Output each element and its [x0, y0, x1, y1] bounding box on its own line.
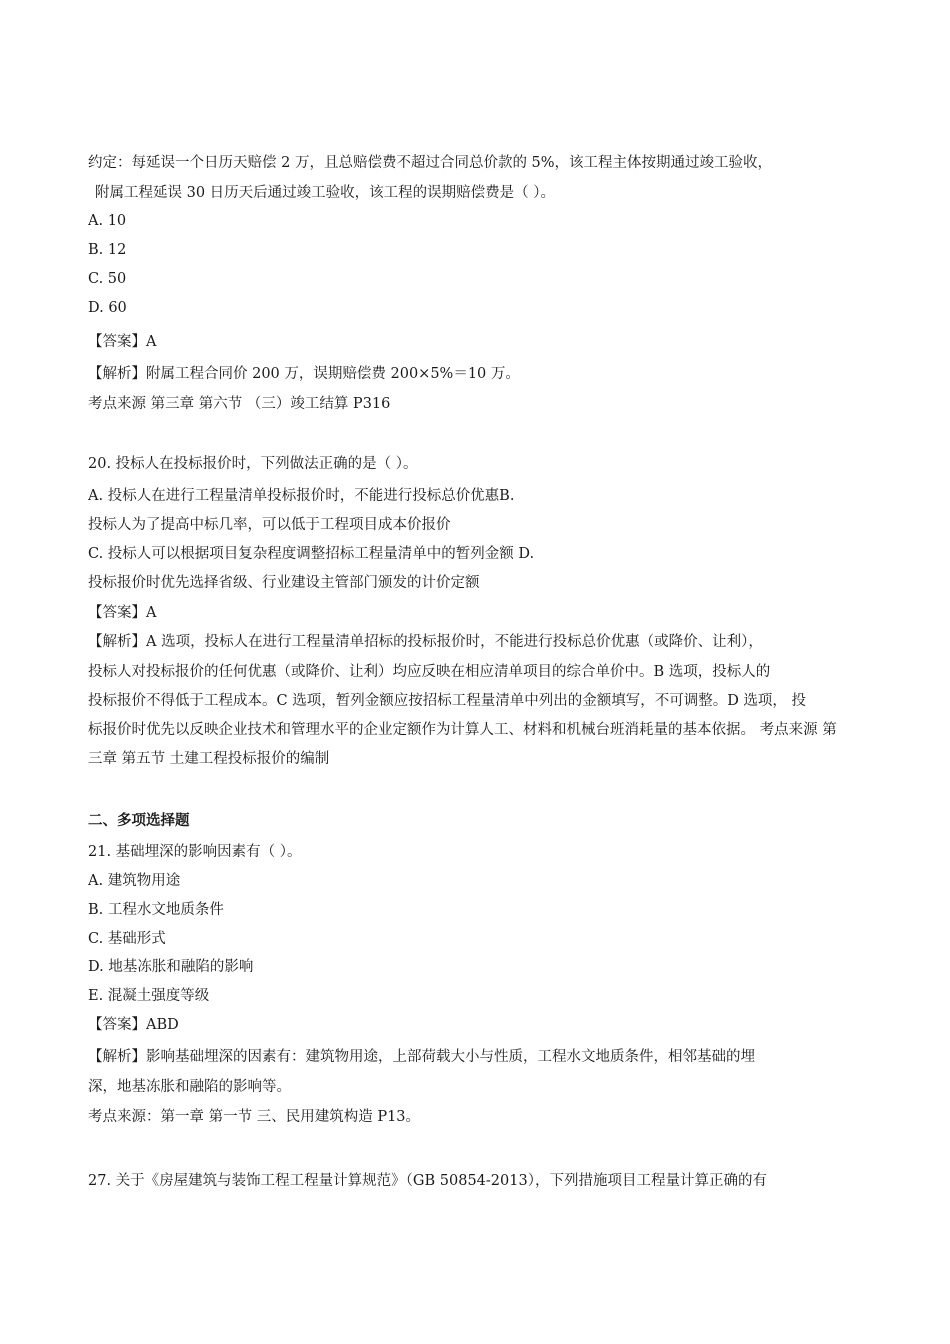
q19-answer: 【答案】A — [88, 334, 157, 350]
q20-stem: 20. 投标人在投标报价时，下列做法正确的是（ ）。 — [88, 456, 418, 472]
q27-stem: 27. 关于《房屋建筑与装饰工程工程量计算规范》（GB 50854-2013），下列措施项目工程量计算正确的有 — [88, 1173, 767, 1189]
q21-option-c: C. 基础形式 — [88, 931, 166, 947]
q20-analysis-line-4: 标报价时优先以反映企业技术和管理水平的企业定额作为计算人工、材料和机械台班消耗量的基本依据。 考点来源 第 — [88, 722, 837, 738]
q20-analysis-line-2: 投标人对投标报价的任何优惠（或降价、让利）均应反映在相应清单项目的综合单价中。B 选项，投标人的 — [88, 664, 771, 680]
q19-option-c: C. 50 — [88, 271, 127, 287]
q20-analysis-line-1: 【解析】A 选项，投标人在进行工程量清单招标的投标报价时，不能进行投标总价优惠（或降价、让利）， — [88, 634, 763, 650]
q19-option-d: D. 60 — [88, 300, 127, 316]
q21-option-d: D. 地基冻胀和融陷的影响 — [88, 959, 254, 975]
q21-option-a: A. 建筑物用途 — [88, 873, 181, 889]
q19-option-b: B. 12 — [88, 242, 127, 258]
q20-analysis-line-3: 投标报价不得低于工程成本。C 选项，暂列金额应按招标工程量清单中列出的金额填写，不可调整。D 选项， 投 — [88, 693, 807, 709]
q20-option-line-3: C. 投标人可以根据项目复杂程度调整招标工程量清单中的暂列金额 D. — [88, 546, 535, 562]
q20-option-line-1: A. 投标人在进行工程量清单投标报价时，不能进行投标总价优惠B. — [88, 488, 515, 504]
q21-analysis-line-1: 【解析】影响基础埋深的因素有：建筑物用途，上部荷载大小与性质，工程水文地质条件，相邻基础的埋 — [88, 1049, 755, 1065]
q19-analysis: 【解析】附属工程合同价 200 万，误期赔偿费 200×5%＝10 万。 — [88, 366, 520, 382]
q21-analysis-line-2: 深，地基冻胀和融陷的影响等。 — [88, 1079, 291, 1095]
q21-option-b: B. 工程水文地质条件 — [88, 902, 224, 918]
q21-option-e: E. 混凝土强度等级 — [88, 988, 210, 1004]
q19-stem-line-1: 约定：每延误一个日历天赔偿 2 万，且总赔偿费不超过合同总价款的 5%，该工程主体按期通过竣工验收， — [88, 155, 773, 171]
q20-option-line-4: 投标报价时优先选择省级、行业建设主管部门颁发的计价定额 — [88, 575, 480, 591]
q21-answer: 【答案】ABD — [88, 1017, 179, 1033]
q21-stem: 21. 基础埋深的影响因素有（ ）。 — [88, 844, 302, 860]
q20-analysis-line-5: 三章 第五节 土建工程投标报价的编制 — [88, 751, 330, 767]
q20-answer: 【答案】A — [88, 605, 157, 621]
q19-source: 考点来源 第三章 第六节 （三）竣工结算 P316 — [88, 396, 391, 412]
q19-stem-line-2: 附属工程延误 30 日历天后通过竣工验收，该工程的误期赔偿费是（ ）。 — [95, 185, 556, 201]
q21-source: 考点来源：第一章 第一节 三、民用建筑构造 P13。 — [88, 1109, 421, 1125]
section-heading-multiple-choice: 二、多项选择题 — [88, 813, 190, 829]
q20-option-line-2: 投标人为了提高中标几率，可以低于工程项目成本价报价 — [88, 517, 451, 533]
q19-option-a: A. 10 — [88, 213, 127, 229]
